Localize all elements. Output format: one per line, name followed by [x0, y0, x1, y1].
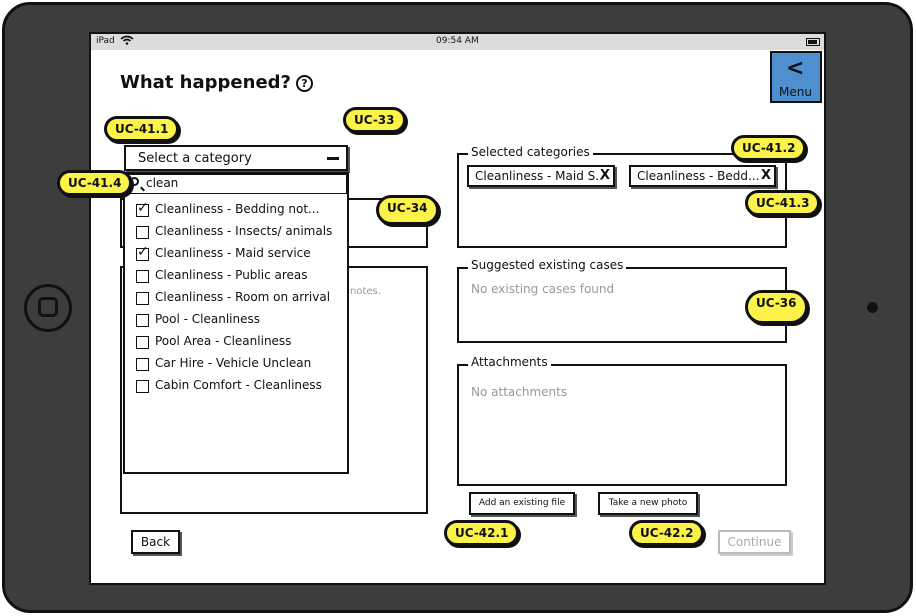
add-existing-file-button[interactable]: Add an existing file: [469, 492, 575, 515]
help-icon[interactable]: ?: [296, 75, 313, 92]
attachments-empty: No attachments: [471, 385, 568, 399]
option-label: Cabin Comfort - Cleanliness: [155, 378, 322, 392]
camera-icon: [867, 302, 878, 313]
checkbox[interactable]: [136, 248, 149, 261]
status-time: 09:54 AM: [436, 36, 479, 46]
annotation-uc-42-1: UC-42.1: [444, 520, 519, 546]
option-label: Pool - Cleanliness: [155, 312, 260, 326]
annotation-uc-36: UC-36: [745, 290, 808, 324]
chip-label: Cleanliness - Maid S..: [475, 169, 603, 183]
category-select-label: Select a category: [138, 151, 252, 166]
checkbox[interactable]: [136, 314, 149, 327]
suggested-cases-empty: No existing cases found: [471, 282, 615, 296]
option-label: Cleanliness - Room on arrival: [155, 290, 331, 304]
notes-placeholder: notes.: [350, 286, 381, 297]
category-option[interactable]: [136, 377, 346, 397]
category-option[interactable]: [136, 201, 346, 221]
chevron-left-icon: <: [786, 56, 805, 81]
menu-label: Menu: [779, 85, 812, 99]
annotation-uc-41-2: UC-41.2: [731, 135, 806, 161]
category-search-value: clean: [146, 176, 179, 190]
annotation-uc-33: UC-33: [343, 107, 406, 133]
attachments-legend: Attachments: [468, 355, 551, 369]
suggested-cases-box: [457, 267, 787, 343]
chip-remove-icon[interactable]: X: [761, 168, 772, 183]
selected-chip[interactable]: [629, 165, 776, 187]
collapse-icon[interactable]: [327, 157, 339, 160]
category-option[interactable]: [136, 311, 346, 331]
annotation-uc-41-3: UC-41.3: [745, 190, 820, 216]
checkbox[interactable]: [136, 336, 149, 349]
option-label: Pool Area - Cleanliness: [155, 334, 292, 348]
checkbox[interactable]: [136, 204, 149, 217]
checkbox[interactable]: [136, 380, 149, 393]
annotation-uc-42-2: UC-42.2: [629, 520, 704, 546]
chip-remove-icon[interactable]: X: [600, 168, 611, 183]
annotation-uc-41-4: UC-41.4: [57, 170, 132, 196]
category-option[interactable]: [136, 289, 346, 309]
option-label: Cleanliness - Public areas: [155, 268, 308, 282]
category-option[interactable]: [136, 245, 346, 265]
page-title: What happened?: [120, 72, 291, 93]
checkbox[interactable]: [136, 226, 149, 239]
suggested-cases-legend: Suggested existing cases: [468, 258, 626, 272]
wifi-icon: [120, 35, 134, 48]
chip-label: Cleanliness - Bedd...: [637, 169, 760, 183]
option-label: Cleanliness - Maid service: [155, 246, 311, 260]
home-square-icon: [38, 297, 58, 317]
category-option[interactable]: [136, 355, 346, 375]
selected-chip[interactable]: [467, 165, 615, 187]
checkbox[interactable]: [136, 358, 149, 371]
annotation-uc-41-1: UC-41.1: [104, 116, 179, 142]
back-button[interactable]: Back: [131, 530, 180, 554]
option-label: Cleanliness - Insects/ animals: [155, 224, 333, 238]
category-option[interactable]: [136, 267, 346, 287]
option-label: Car Hire - Vehicle Unclean: [155, 356, 312, 370]
option-label: Cleanliness - Bedding not...: [155, 202, 320, 216]
category-option[interactable]: [136, 333, 346, 353]
checkbox[interactable]: [136, 292, 149, 305]
battery-icon: [806, 38, 820, 46]
selected-categories-legend: Selected categories: [468, 145, 593, 159]
annotation-uc-34: UC-34: [376, 195, 439, 225]
carrier-label: iPad: [96, 36, 115, 46]
category-option[interactable]: [136, 223, 346, 243]
continue-button[interactable]: Continue: [718, 530, 791, 554]
attachments-box: [457, 364, 787, 486]
checkbox[interactable]: [136, 270, 149, 283]
take-new-photo-button[interactable]: Take a new photo: [598, 492, 698, 515]
